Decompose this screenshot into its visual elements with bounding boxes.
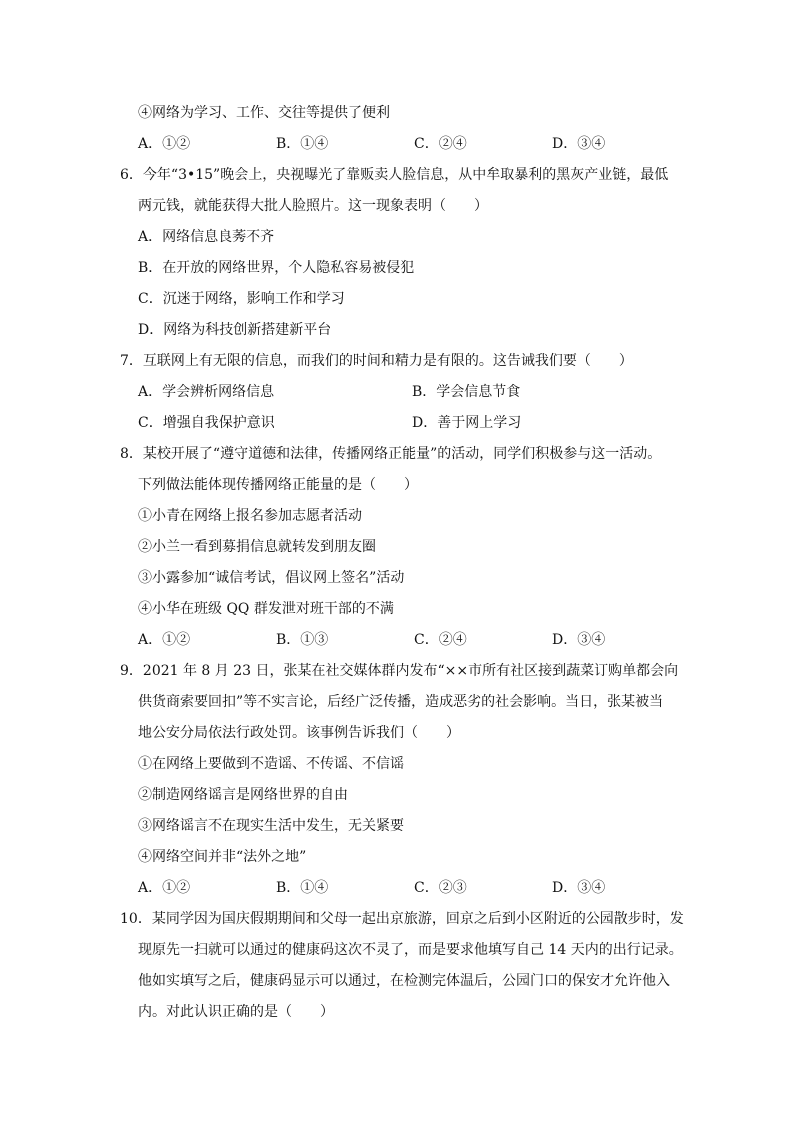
option-d: D．③④ [552, 136, 606, 152]
question-text-cont: 两元钱，就能获得大批人脸照片。这一现象表明（ ） [138, 198, 488, 214]
option-c: C．②④ [414, 632, 467, 648]
option-d: D．③④ [552, 632, 606, 648]
statement-4: ④网络空间并非“法外之地” [138, 849, 307, 865]
options-row [120, 873, 698, 904]
statement-2: ②制造网络谣言是网络世界的自由 [138, 787, 348, 803]
option-a: A．学会辨析网络信息 [138, 384, 275, 400]
question-text: 10．某同学因为国庆假期期间和父母一起出京旅游，回京之后到小区附近的公园散步时，发 [120, 911, 684, 927]
question-text: 6．今年“3•15”晚会上，央视曝光了靠贩卖人脸信息，从中牟取暴利的黑灰产业链，最低 [120, 167, 669, 183]
statement-3: ③网络谣言不在现实生活中发生，无关紧要 [138, 818, 404, 834]
statement-2: ②小兰一看到募捐信息就转发到朋友圈 [138, 539, 376, 555]
statement-4: ④小华在班级 QQ 群发泄对班干部的不满 [138, 601, 394, 617]
question-text-cont: 下列做法能体现传播网络正能量的是（ ） [138, 477, 418, 493]
options-row [120, 625, 698, 656]
option-c: C．增强自我保护意识 [138, 415, 275, 431]
option-d: D．善于网上学习 [412, 415, 522, 431]
option-d: D．③④ [552, 880, 606, 896]
option-c: C．②④ [414, 136, 467, 152]
question-8 [120, 439, 698, 656]
statement-4: ④网络为学习、工作、交往等提供了便利 [138, 105, 390, 121]
option-b: B．在开放的网络世界，个人隐私容易被侵犯 [138, 260, 415, 276]
question-7 [120, 346, 698, 439]
option-c: C．沉迷于网络，影响工作和学习 [138, 291, 345, 307]
option-a: A．①② [138, 632, 191, 648]
option-b: B．①③ [276, 632, 329, 648]
option-b: B．学会信息节食 [412, 384, 521, 400]
statement-1: ①小青在网络上报名参加志愿者活动 [138, 508, 362, 524]
option-b: B．①④ [276, 880, 329, 896]
options-row [120, 129, 698, 160]
question-text-cont: 地公安分局依法行政处罚。该事例告诉我们（ ） [138, 725, 460, 741]
statement-3: ③小露参加“诚信考试，倡议网上签名”活动 [138, 570, 405, 586]
option-a: A．①② [138, 136, 191, 152]
question-text: 7．互联网上有无限的信息，而我们的时间和精力是有限的。这告诫我们要（ ） [120, 353, 633, 369]
options-row [120, 408, 698, 439]
question-10 [120, 904, 698, 1028]
question-9 [120, 656, 698, 904]
question-6 [120, 160, 698, 346]
question-text-cont: 供货商索要回扣”等不实言论，后经广泛传播，造成恶劣的社会影响。当日，张某被当 [138, 694, 664, 710]
question-text: 8．某校开展了“遵守道德和法律，传播网络正能量”的活动，同学们积极参与这一活动。 [120, 446, 662, 462]
option-c: C．②③ [414, 880, 467, 896]
option-a: A．网络信息良莠不齐 [138, 229, 275, 245]
question-text-cont: 他如实填写之后，健康码显示可以通过，在检测完体温后，公园门口的保安才允许他入 [138, 973, 670, 989]
options-row [120, 377, 698, 408]
statement-1: ①在网络上要做到不造谣、不传谣、不信谣 [138, 756, 404, 772]
option-a: A．①② [138, 880, 191, 896]
option-b: B．①④ [276, 136, 329, 152]
option-d: D．网络为科技创新搭建新平台 [138, 322, 332, 338]
question-text-cont: 内。对此认识正确的是（ ） [138, 1004, 334, 1020]
question-text: 9．2021 年 8 月 23 日，张某在社交媒体群内发布“××市所有社区接到蔬菜订购单都会向 [120, 663, 679, 679]
question-text-cont: 现原先一扫就可以通过的健康码这次不灵了，而是要求他填写自己 14 天内的出行记录。 [138, 942, 683, 958]
